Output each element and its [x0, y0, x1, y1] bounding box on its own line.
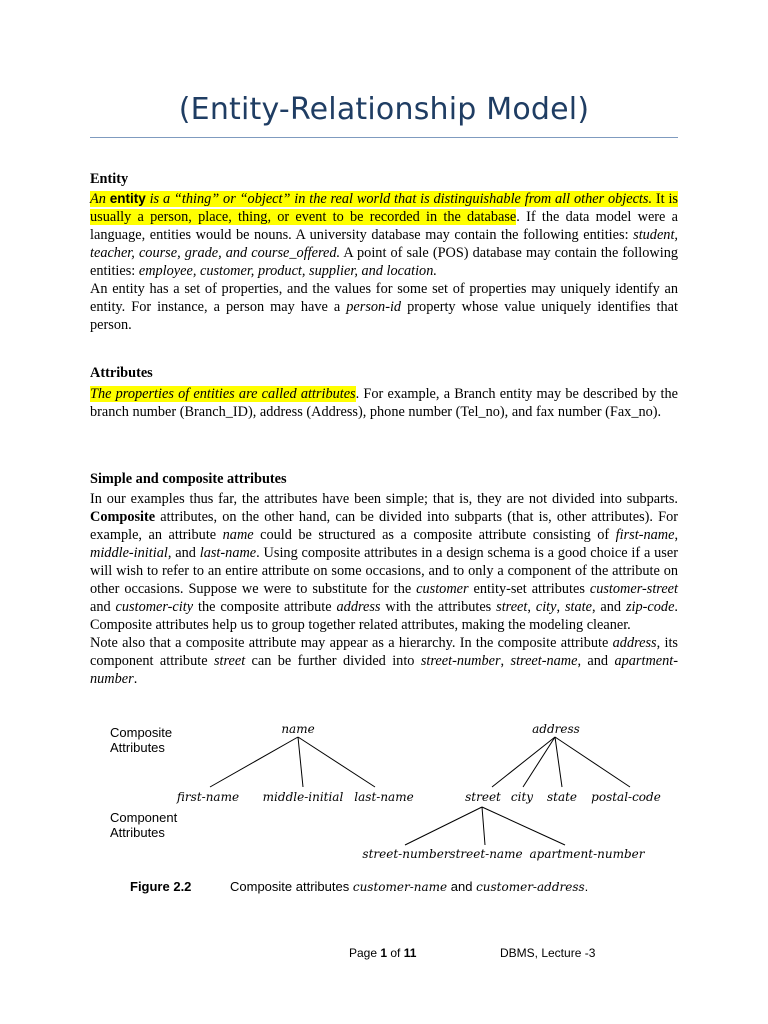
entity-body	[90, 190, 678, 334]
figure-caption-label: Figure 2.2	[130, 879, 192, 894]
page-number: Page 1 of 11	[349, 946, 417, 960]
attributes-definition-highlight: The properties of entities are called attributes	[90, 386, 356, 402]
attributes-heading: Attributes	[90, 365, 153, 381]
figure-caption	[130, 879, 588, 894]
course-label: DBMS, Lecture -3	[500, 946, 596, 960]
street-number-node: street-number	[362, 847, 450, 861]
composite-label-line-2: Attributes	[110, 740, 165, 755]
edge-name-middle-initial	[298, 737, 303, 787]
title-underline	[90, 137, 678, 138]
composite-label-line-1: Composite	[110, 725, 173, 740]
first-name-node: first-name	[176, 790, 240, 804]
component-label-line-1: Component	[110, 810, 178, 825]
edge-street-street-name	[482, 807, 485, 845]
page-title: (Entity-Relationship Model)	[178, 92, 590, 127]
component-label-line-2: Attributes	[110, 825, 165, 840]
apartment-number-node: apartment-number	[529, 847, 645, 861]
composite-attributes-figure	[100, 715, 680, 905]
edge-name-first-name	[210, 737, 298, 787]
edge-street-street-number	[405, 807, 482, 845]
entity-example-highlight: It is usually a person, place, thing, or event to be recorded in the database	[90, 191, 678, 225]
middle-initial-node: middle-initial	[262, 790, 344, 804]
entity-paragraph-2: An entity has a set of properties, and the values for some set of properties may uniquely identify an entity. For instance, a person may have a person-id property whose value uniquely identifies that person.	[90, 281, 678, 333]
street-name-node: street-name	[449, 847, 523, 861]
entity-paragraph-1: An entity is a “thing” or “object” in the real world that is distinguishable from all other objects. It is usually a person, place, thing, or event to be recorded in the database. If the data model were a language, entities would be nouns. A university database may contain the following entities: student, teacher, course, grade, and course_offered. A point of sale (POS) database may contain the following entities: employee, customer, product, supplier, and location.	[90, 191, 678, 279]
edge-address-state	[555, 737, 562, 787]
state-node: state	[546, 790, 578, 804]
figure-caption-text: Composite attributes customer-name and customer-address.	[230, 879, 589, 894]
composite-paragraph-2: Note also that a composite attribute may appear as a hierarchy. In the composite attribute address, its component attribute street can be further divided into street-number, street-name, and apartment-number.	[90, 635, 679, 687]
name-root-node: name	[281, 722, 315, 736]
last-name-node: last-name	[354, 790, 414, 804]
composite-paragraph-1: In our examples thus far, the attributes have been simple; that is, they are not divided into subparts. Composite attributes, on the other hand, can be divided into subparts (that is, other attributes). For example, an attribute name could be structured as a composite attribute consisting of first-name, middle-initial, and last-name. Using composite attributes in a design schema is a good choice if a user will wish to refer to an entire attribute on some occasions, and to only a component of the attribute on other occasions. Suppose we were to substitute for the customer entity-set attributes customer-street and customer-city the composite attribute address with the attributes street, city, state, and zip-code. Composite attributes help us to group together related attributes, making the modeling cleaner.	[90, 491, 679, 633]
edge-address-postal-code	[555, 737, 630, 787]
edge-street-apartment-number	[482, 807, 565, 845]
edge-name-last-name	[298, 737, 375, 787]
composite-body	[90, 490, 678, 688]
edge-address-city	[523, 737, 555, 787]
composite-heading: Simple and composite attributes	[90, 471, 287, 487]
tree-labels	[110, 722, 661, 861]
edge-address-street	[492, 737, 555, 787]
figure-diagram	[100, 715, 680, 905]
city-node: city	[510, 790, 534, 804]
attributes-body	[90, 385, 678, 421]
address-root-node: address	[532, 722, 580, 736]
street-node: street	[465, 790, 501, 804]
attributes-paragraph: The properties of entities are called attributes. For example, a Branch entity may be described by the branch number (Branch_ID), address (Address), phone number (Tel_no), and fax number (Fax_no).	[90, 386, 678, 420]
postal-code-node: postal-code	[591, 790, 661, 804]
entity-heading: Entity	[90, 171, 129, 187]
entity-definition-highlight: An entity is a “thing” or “object” in the real world that is distinguishable from all other objects.	[90, 191, 653, 207]
